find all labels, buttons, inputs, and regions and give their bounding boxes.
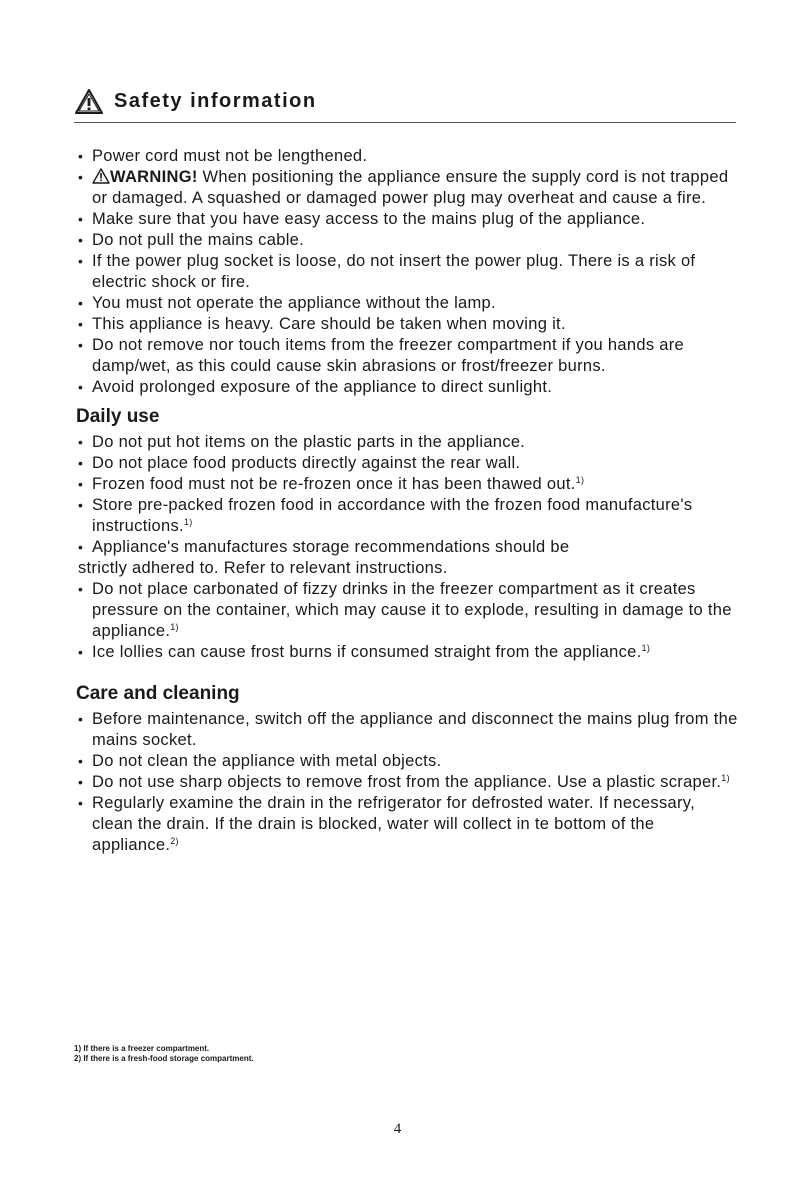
list-item: • Ice lollies can cause frost burns if consumed straight from the appliance.$^{1)}$: [78, 642, 738, 663]
list-item: • Do not pull the mains cable.: [78, 230, 738, 251]
footnotes: [74, 1044, 254, 1064]
footnote-mark: 2): [170, 836, 179, 846]
footnote: 2) If there is a fresh-food storage compartment.: [74, 1054, 254, 1063]
page-title: Safety information: [114, 90, 317, 112]
list-item: • Store pre-packed frozen food in accordance with the frozen food manufacture's instructions.$^{1)}$: [78, 495, 738, 537]
care-cleaning-list: [78, 709, 738, 856]
safety-list: [78, 146, 738, 398]
warning-triangle-icon: [92, 168, 110, 184]
list-item: • You must not operate the appliance without the lamp.: [78, 293, 738, 314]
warning-label: WARNING!: [110, 168, 198, 186]
list-item: • Frozen food must not be re-frozen once it has been thawed out.$^{1)}$: [78, 474, 738, 495]
list-item: • Appliance's manufactures storage recommendations should be strictly adhered to. Refer to relevant instructions.: [78, 537, 738, 579]
footnote-mark: 1): [721, 773, 730, 783]
list-item: • Do not remove nor touch items from the freezer compartment if you hands are damp/wet, as this could cause skin abrasions or frost/freezer burns.: [78, 335, 738, 377]
list-item: • If the power plug socket is loose, do not insert the power plug. There is a risk of electric shock or fire.: [78, 251, 738, 293]
section-heading-daily-use: Daily use: [76, 406, 160, 427]
list-item: • Do not use sharp objects to remove frost from the appliance. Use a plastic scraper.$^{1)}$: [78, 772, 738, 793]
list-item-warning: • WARNING! When positioning the appliance ensure the supply cord is not trapped or damaged. A squashed or damaged power plug may overheat and cause a fire.: [78, 167, 738, 209]
list-item: • Avoid prolonged exposure of the appliance to direct sunlight.: [78, 377, 738, 398]
warning-triangle-icon: [74, 88, 104, 115]
list-item: • Do not clean the appliance with metal objects.: [78, 751, 738, 772]
main-content: [78, 146, 738, 856]
list-item: • Before maintenance, switch off the appliance and disconnect the mains plug from the mains socket.: [78, 709, 738, 751]
list-item: • Do not put hot items on the plastic parts in the appliance.: [78, 432, 738, 453]
daily-use-list: [78, 432, 738, 663]
footnote-mark: 1): [575, 475, 585, 485]
list-item: • Power cord must not be lengthened.: [78, 146, 738, 167]
list-item: • Make sure that you have easy access to the mains plug of the appliance.: [78, 209, 738, 230]
list-item: • Regularly examine the drain in the refrigerator for defrosted water. If necessary, clean the drain. If the drain is blocked, water will collect in te bottom of the appliance.$^{2)}$: [78, 793, 738, 856]
footnote: 1) If there is a freezer compartment.: [74, 1044, 210, 1053]
footnote-mark: 1): [641, 643, 651, 653]
list-item: • Do not place food products directly against the rear wall.: [78, 453, 738, 474]
footnote-mark: 1): [170, 622, 179, 632]
list-item: • Do not place carbonated of fizzy drinks in the freezer compartment as it creates pressure on the container, which may cause it to explode, resulting in damage to the appliance.$^{1)}$: [78, 579, 738, 642]
footnote-mark: 1): [183, 517, 193, 527]
list-item: • This appliance is heavy. Care should be taken when moving it.: [78, 314, 738, 335]
section-heading-care-cleaning: Care and cleaning: [76, 683, 240, 704]
page-number: 4: [393, 1121, 402, 1137]
section-header: [74, 86, 736, 123]
